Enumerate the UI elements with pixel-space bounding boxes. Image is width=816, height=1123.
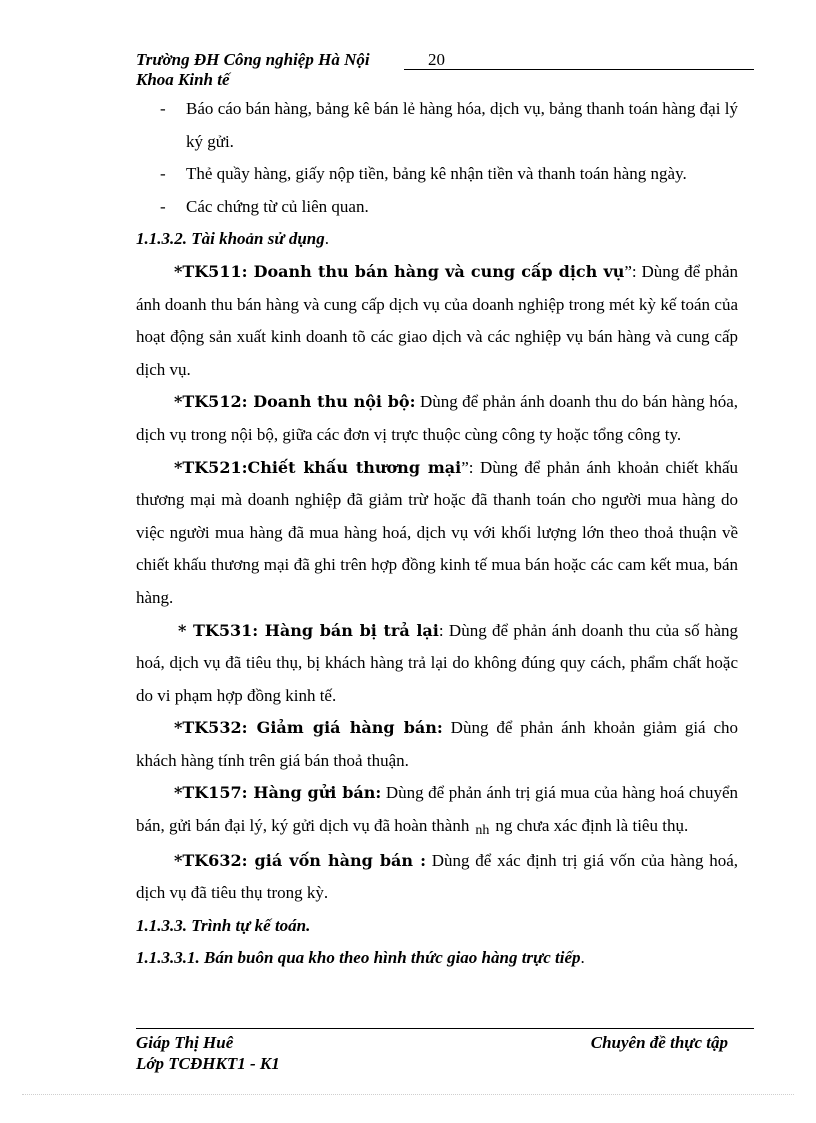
footer-student-name: Giáp Thị Huê	[136, 1033, 234, 1052]
dash-bullet-icon: -	[160, 196, 166, 216]
account-label: *TK512: Doanh thu nội bộ:	[174, 392, 416, 412]
header-faculty: Khoa Kinh tế	[136, 70, 230, 89]
paragraph-tk531	[136, 615, 738, 713]
footer-class: Lớp TCĐHKT1 - K1	[136, 1054, 280, 1073]
list-item	[136, 191, 738, 224]
paragraph-tk632	[136, 845, 738, 910]
list-item-text: Các chứng từ củ liên quan.	[186, 196, 369, 216]
text-fragment: nh	[475, 823, 490, 839]
account-label: *TK157: Hàng gửi bán:	[174, 783, 382, 803]
footer-report-type: Chuyên đề thực tập	[590, 1033, 728, 1052]
page-edge-divider	[22, 1094, 794, 1095]
account-description: Dùng để phản ánh doanh thu do bán hàng hóa, dịch vụ trong nội bộ, giữa các đơn vị trực thuộc cùng công ty hoặc tổng công ty.	[136, 392, 738, 444]
account-description: Dùng để phản ánh khoản giảm giá cho khách hàng tính trên giá bán thoả thuận.	[136, 718, 738, 770]
dash-bullet-icon: -	[160, 99, 166, 118]
header-rule	[404, 69, 754, 70]
page-body	[136, 93, 738, 975]
section-heading: 1.1.3.2. Tài khoản sử dụng.	[136, 229, 329, 249]
account-label: *TK521:Chiết khấu thương mại	[174, 457, 462, 477]
page-footer	[136, 1028, 754, 1078]
paragraph-tk521	[136, 452, 738, 615]
paragraph-tk157	[136, 777, 738, 844]
list-item	[136, 93, 738, 158]
account-label: *TK511: Doanh thu bán hàng và cung cấp dịch vụ	[174, 261, 625, 281]
page-header	[136, 50, 754, 92]
subsection-heading: 1.1.3.3. Trình tự kế toán.	[136, 915, 311, 935]
account-description: : Dùng để phản ánh doanh thu của số hàng hoá, dịch vụ đã tiêu thụ, bị khách hàng trả lại do không đúng quy cách, phẩm chất hoặc do vi phạm hợp đồng kinh tế.	[136, 620, 738, 705]
footer-rule	[136, 1028, 754, 1029]
header-school: Trường ĐH Công nghiệp Hà Nội	[136, 50, 370, 69]
account-label: *TK632: giá vốn hàng bán :	[174, 850, 427, 870]
subsubsection-heading: 1.1.3.3.1. Bán buôn qua kho theo hình thức giao hàng trực tiếp.	[136, 948, 585, 968]
list-item-text: Thẻ quầy hàng, giấy nộp tiền, bảng kê nhận tiền và thanh toán hàng ngày.	[186, 164, 687, 184]
paragraph-tk532	[136, 712, 738, 777]
list-item	[136, 158, 738, 191]
account-description: Dùng để xác định trị giá vốn của hàng hoá, dịch vụ đã tiêu thụ trong kỳ.	[136, 850, 739, 903]
header-page-number: 20	[428, 50, 445, 69]
list-item-text: Báo cáo bán hàng, bảng kê bán lẻ hàng hóa, dịch vụ, bảng thanh toán hàng đại lý ký gửi.	[186, 99, 738, 151]
account-description: ”: Dùng để phản ánh doanh thu bán hàng và cung cấp dịch vụ của doanh nghiệp trong mét kỳ kế toán của hoạt động sản xuất kinh doanh tõ các giao dịch và các nghiệp vụ bán hàng và cung cấp dịch vụ.	[136, 261, 739, 379]
account-description: Dùng để phản ánh trị giá mua của hàng hoá chuyển bán, gửi bán đại lý, ký gửi dịch vụ đã hoàn thành	[136, 783, 738, 836]
account-description: ”: Dùng để phản ánh khoản chiết khấu thương mại mà doanh nghiệp đã giảm trừ hoặc đã thanh toán cho người mua hàng do việc người mua hàng đã mua hàng hoá, dịch vụ với khối lượng lớn theo thoả thuận về chiết khấu thương mại đã ghi trên hợp đồng kinh tế mua bán hoặc các cam kết mua, bán hàng.	[136, 457, 739, 607]
account-label: * TK531: Hàng bán bị trả lại	[178, 620, 439, 640]
paragraph-tk511	[136, 256, 738, 386]
account-label: *TK532: Giảm giá hàng bán:	[174, 718, 443, 738]
account-description-end: ng chưa xác định là tiêu thụ.	[495, 816, 689, 836]
paragraph-tk512	[136, 386, 738, 451]
dash-bullet-icon: -	[160, 164, 166, 184]
